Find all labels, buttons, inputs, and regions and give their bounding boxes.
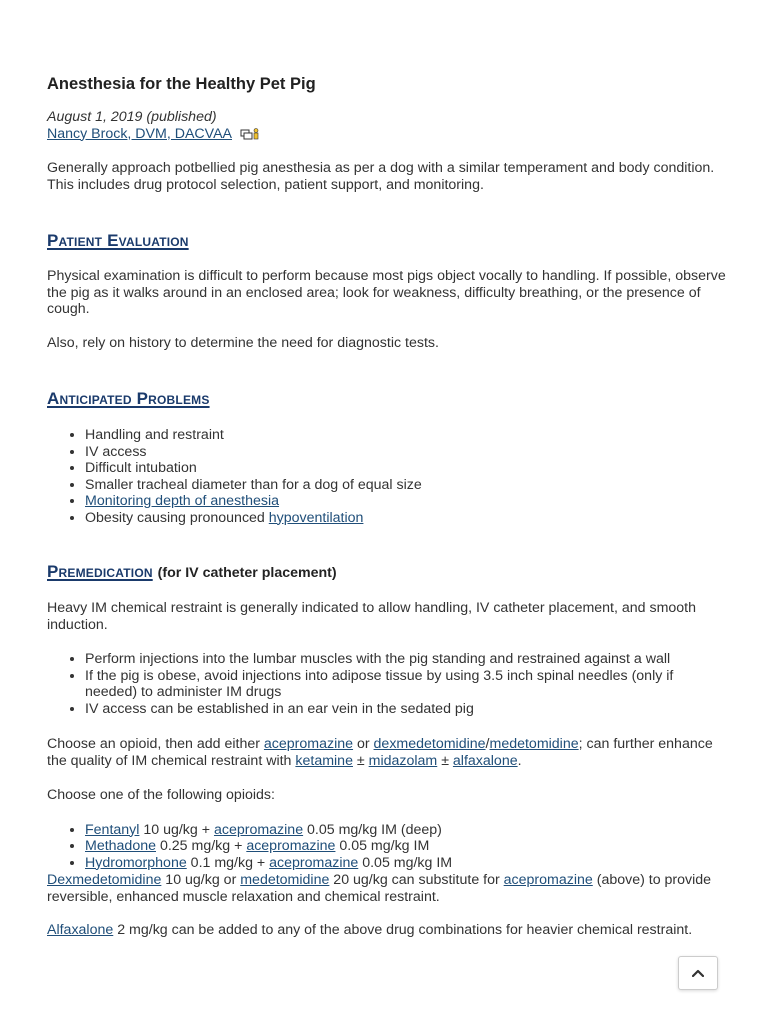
acepromazine-link[interactable]: acepromazine bbox=[269, 854, 359, 871]
text: 10 ug/kg + bbox=[139, 821, 214, 838]
text: ± bbox=[352, 752, 369, 769]
monitoring-depth-link[interactable]: Monitoring depth of anesthesia bbox=[85, 493, 280, 509]
acepromazine-link[interactable]: acepromazine bbox=[263, 736, 354, 752]
dexmedetomidine-link[interactable]: dexmedetomidine bbox=[373, 736, 486, 752]
list-item-text: Obesity causing pronounced bbox=[85, 509, 269, 526]
medetomidine-link[interactable]: medetomidine bbox=[489, 736, 579, 752]
list-item: • Perform injections into the lumbar muscles with the pig standing and restrained against a wall bbox=[85, 651, 727, 668]
paragraph: Choose one of the following opioids: bbox=[47, 787, 275, 803]
text: 0.05 mg/kg IM bbox=[335, 838, 430, 854]
text: 0.25 mg/kg + bbox=[156, 838, 247, 854]
text: ; can further enhance the quality of IM chemical restraint with bbox=[47, 736, 713, 769]
chevron-up-icon bbox=[692, 965, 704, 982]
hydromorphone-link[interactable]: Hydromorphone bbox=[85, 854, 187, 871]
list-item: • IV access can be established in an ear vein in the sedated pig bbox=[85, 701, 727, 718]
injection-list bbox=[47, 651, 727, 717]
list-item bbox=[85, 510, 727, 527]
text: . bbox=[517, 752, 522, 769]
author-link[interactable]: Nancy Brock, DVM, DACVAA bbox=[47, 125, 233, 142]
fentanyl-link[interactable]: Fentanyl bbox=[85, 821, 140, 838]
patient-evaluation-link[interactable]: Patient Evaluation bbox=[47, 231, 189, 250]
paragraph bbox=[47, 872, 727, 905]
list-item: • Difficult intubation bbox=[85, 460, 727, 477]
paragraph: Also, rely on history to determine the need for diagnostic tests. bbox=[47, 334, 439, 351]
list-item: • If the pig is obese, avoid injections into adipose tissue by using 3.5 inch spinal needles (only if needed) to administer IM drugs bbox=[85, 668, 727, 701]
opioid-list bbox=[47, 822, 727, 872]
alfaxalone-link[interactable]: alfaxalone bbox=[452, 752, 518, 769]
list-item bbox=[85, 822, 727, 839]
list-item: • Smaller tracheal diameter than for a dog of equal size bbox=[85, 477, 727, 494]
text: 0.1 mg/kg + bbox=[186, 854, 270, 871]
acepromazine-link[interactable]: acepromazine bbox=[503, 872, 593, 888]
premedication-link[interactable]: Premedication bbox=[47, 562, 153, 581]
publish-date: August 1, 2019 (published) bbox=[47, 109, 217, 125]
section-heading-patient-evaluation bbox=[47, 231, 727, 251]
paragraph: Physical examination is difficult to perform because most pigs object vocally to handling. If possible, observe the pig as it walks around in an enclosed area; look for weakness, difficulty breathing, or the presence of cough. bbox=[47, 268, 726, 317]
text: 0.05 mg/kg IM bbox=[358, 854, 453, 871]
premedication-subheading: (for IV catheter placement) bbox=[157, 565, 337, 581]
text: ± bbox=[437, 752, 453, 769]
page-title: Anesthesia for the Healthy Pet Pig bbox=[47, 75, 316, 93]
acepromazine-link[interactable]: acepromazine bbox=[213, 821, 304, 838]
medetomidine-link[interactable]: medetomidine bbox=[240, 872, 330, 888]
text: / bbox=[485, 736, 490, 752]
text: (above) to provide reversible, enhanced muscle relaxation and chemical restraint. bbox=[47, 872, 712, 905]
ketamine-link[interactable]: ketamine bbox=[295, 752, 353, 769]
paragraph bbox=[47, 736, 727, 769]
text: 20 ug/kg can substitute for bbox=[329, 872, 504, 888]
alfaxalone-link[interactable]: Alfaxalone bbox=[47, 922, 114, 938]
methadone-link[interactable]: Methadone bbox=[85, 838, 156, 854]
intro-paragraph: Generally approach potbellied pig anesthesia as per a dog with a similar temperament and body condition. This includes drug protocol selection, patient support, and monitoring. bbox=[47, 160, 715, 193]
text: 0.05 mg/kg IM (deep) bbox=[303, 821, 442, 838]
problems-list bbox=[47, 427, 727, 526]
section-heading-premedication bbox=[47, 562, 727, 583]
paragraph: Heavy IM chemical restraint is generally indicated to allow handling, IV catheter placement, and smooth induction. bbox=[47, 600, 697, 633]
text: Choose an opioid, then add either bbox=[47, 736, 264, 752]
list-item bbox=[85, 838, 727, 855]
section-heading-anticipated-problems bbox=[47, 389, 727, 409]
dexmedetomidine-link[interactable]: Dexmedetomidine bbox=[47, 872, 162, 888]
list-item: • Handling and restraint bbox=[85, 427, 727, 444]
author-row bbox=[47, 126, 727, 143]
list-item bbox=[85, 493, 727, 510]
list-item: • IV access bbox=[85, 444, 727, 461]
text: or bbox=[353, 736, 374, 752]
paragraph bbox=[47, 922, 727, 939]
scroll-to-top-button[interactable] bbox=[678, 956, 718, 990]
text: 2 mg/kg can be added to any of the above drug combinations for heavier chemical restraint. bbox=[113, 922, 693, 938]
hypoventilation-link[interactable]: hypoventilation bbox=[268, 509, 364, 526]
text: 10 ug/kg or bbox=[161, 872, 241, 888]
acepromazine-link[interactable]: acepromazine bbox=[246, 838, 336, 854]
vcard-icon[interactable] bbox=[240, 127, 260, 141]
list-item bbox=[85, 855, 727, 872]
midazolam-link[interactable]: midazolam bbox=[368, 752, 438, 769]
anticipated-problems-link[interactable]: Anticipated Problems bbox=[47, 389, 210, 408]
article bbox=[47, 74, 727, 939]
